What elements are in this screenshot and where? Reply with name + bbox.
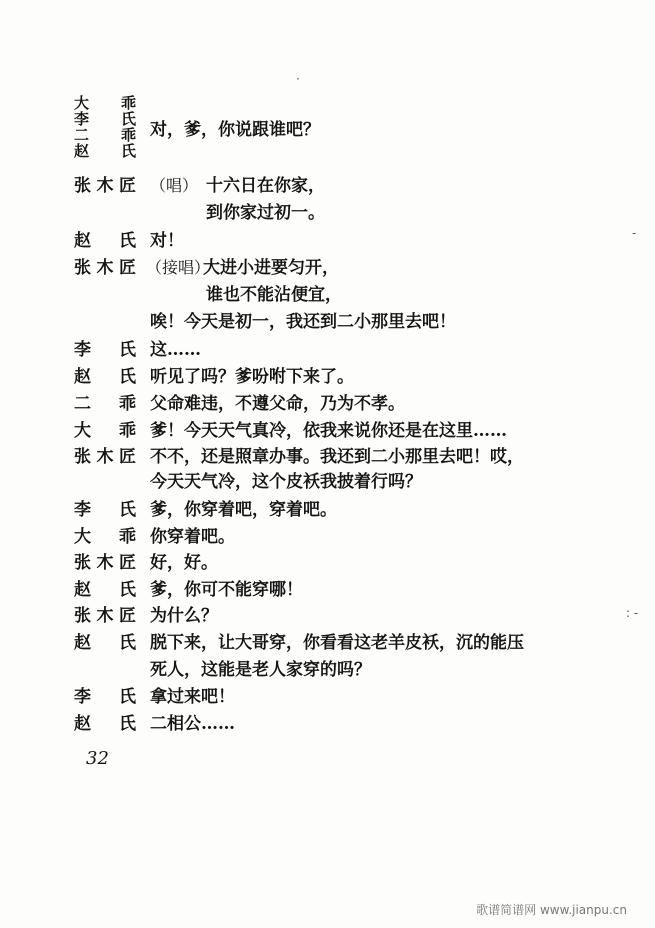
speaker-name: 李 氏: [74, 687, 136, 707]
page-number: 32: [86, 748, 109, 769]
dialogue-line: 爹！今天天气真冷，依我来说你还是在这里……: [150, 421, 507, 441]
speaker-name: 张木匠: [74, 258, 136, 278]
speaker-name: 李 氏: [74, 340, 136, 360]
speaker-name: 赵 氏: [74, 633, 136, 653]
speaker-name: 李 氏: [74, 110, 136, 128]
scan-mark: ·: [296, 72, 300, 86]
dialogue-line: 对！: [150, 231, 184, 251]
stage-direction: （接唱）: [146, 258, 211, 277]
speaker-name: 赵 氏: [74, 367, 136, 387]
dialogue-line: 二相公……: [150, 714, 235, 734]
speaker-name: 张木匠: [74, 176, 136, 196]
dialogue-line: 爹，你穿着吧，穿着吧。: [150, 500, 337, 520]
scan-mark: -: [632, 226, 637, 240]
speaker-name: 张木匠: [74, 553, 136, 573]
dialogue-line: 拿过来吧！: [150, 687, 235, 707]
dialogue-line: 听见了吗？爹吩咐下来了。: [150, 367, 354, 387]
dialogue-line: 对，爹，你说跟谁吧？: [150, 120, 320, 140]
dialogue-line: 父命难违，不遵父命，乃为不孝。: [150, 394, 405, 414]
speaker-name: 李 氏: [74, 500, 136, 520]
speaker-name: 赵 氏: [74, 714, 136, 734]
speaker-name: 张木匠: [74, 447, 136, 467]
dialogue-line: 好，好。: [150, 553, 218, 573]
dialogue-line: 脱下来，让大哥穿，你看看这老羊皮袄，沉的能压: [150, 633, 524, 653]
speaker-name: 大 乖: [74, 527, 136, 547]
speaker-name: 赵 氏: [74, 142, 136, 160]
dialogue-line: 这……: [150, 340, 201, 360]
watermark: 歌谱简谱网 www.jianpu.cn: [476, 903, 627, 917]
scan-mark: : -: [626, 606, 639, 620]
dialogue-line: 你穿着吧。: [150, 527, 235, 547]
stage-direction: （唱）: [150, 176, 199, 195]
speaker-name: 张木匠: [74, 606, 136, 626]
dialogue-line: 大进小进要匀开，: [203, 258, 339, 278]
dialogue-line: 今天天气冷，这个皮袄我披着行吗？: [150, 472, 422, 492]
dialogue-line: 唉！今天是初一，我还到二小那里去吧！: [150, 312, 456, 332]
speaker-name: 二 乖: [74, 126, 136, 144]
speaker-name: 大 乖: [74, 421, 136, 441]
speaker-name: 赵 氏: [74, 580, 136, 600]
speaker-name: 赵 氏: [74, 231, 136, 251]
dialogue-line: 谁也不能沾便宜，: [206, 285, 342, 305]
speaker-name: 二 乖: [74, 394, 136, 414]
dialogue-line: 不不，还是照章办事。我还到二小那里去吧！哎，: [150, 447, 524, 467]
dialogue-line: 十六日在你家，: [206, 176, 325, 196]
dialogue-line: 到你家过初一。: [206, 203, 325, 223]
speaker-name: 大 乖: [74, 94, 136, 112]
dialogue-line: 爹，你可不能穿哪！: [150, 580, 303, 600]
dialogue-line: 为什么？: [150, 606, 218, 626]
dialogue-line: 死人，这能是老人家穿的吗？: [150, 660, 371, 680]
